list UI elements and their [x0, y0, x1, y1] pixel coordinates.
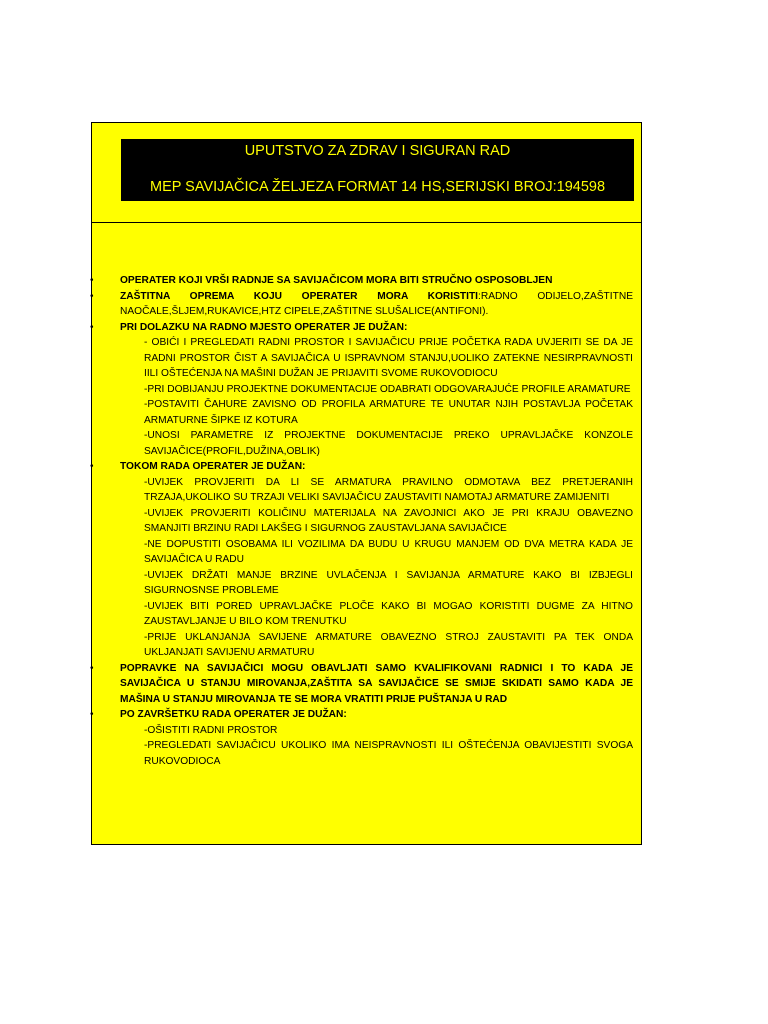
- document-title: UPUTSTVO ZA ZDRAV I SIGURAN RAD: [244, 143, 511, 159]
- document-page: [91, 122, 642, 845]
- section-heading: POPRAVKE NA SAVIJAČICI MOGU OBAVLJATI SAMO KVALIFIKOVANI RADNICI I TO KADA JE SAVIJAČICA U STANJU MIROVANJA,ZAŠTITA SA SAVIJAČICE SE SMIJE SKIDATI SAMO KADA JE MAŠINA U STANJU MIROVANJA TE SE MORA VRATITI PRIJE PUŠTANJA U RAD: [120, 662, 633, 705]
- section-heading: PO ZAVRŠETKU RADA OPERATER JE DUŽAN:: [120, 709, 347, 720]
- list-item: [92, 320, 641, 336]
- list-item: [92, 273, 641, 289]
- list-item: [92, 707, 641, 723]
- list-item: [92, 459, 641, 475]
- sub-item: -NE DOPUSTITI OSOBAMA ILI VOZILIMA DA BUDU U KRUGU MANJEM OD DVA METRA KADA JE SAVIJAČICA U RADU: [144, 538, 633, 565]
- sub-item: -UVIJEK BITI PORED UPRAVLJAČKE PLOČE KAKO BI MOGAO KORISTITI DUGME ZA HITNO ZAUSTAVLJANJE U BILO KOM TRENUTKU: [144, 600, 633, 627]
- sub-item: -PRI DOBIJANJU PROJEKTNE DOKUMENTACIJE ODABRATI ODGOVARAJUĆE PROFILE ARAMATURE: [144, 383, 631, 395]
- section-heading: ZAŠTITNA OPREMA KOJU OPERATER MORA KORISTITI: [120, 290, 479, 302]
- sub-item: -PRIJE UKLANJANJA SAVIJENE ARMATURE OBAVEZNO STROJ ZAUSTAVITI PA TEK ONDA UKLJANJATI SAVIJENU ARMATURU: [144, 631, 633, 658]
- sub-item: -UVIJEK PROVJERITI DA LI SE ARMATURA PRAVILNO ODMOTAVA BEZ PRETJERANIH TRZAJA,UKOLIKO SU TRZAJI VELIKI SAVIJAČICU ZAUSTAVITI NAMOTAJ ARMATURE ZAMIJENITI: [144, 476, 633, 503]
- list-item: [92, 289, 641, 320]
- title-bar: [121, 139, 634, 201]
- section-heading: OPERATER KOJI VRŠI RADNJE SA SAVIJAČICOM MORA BITI STRUČNO OSPOSOBLJEN: [120, 275, 553, 286]
- list-item: [92, 661, 641, 708]
- sub-item: -PREGLEDATI SAVIJAČICU UKOLIKO IMA NEISPRAVNOSTI ILI OŠTEĆENJA OBAVIJESTITI SVOGA RUKOVODIOCA: [144, 740, 633, 767]
- sub-item: -UNOSI PARAMETRE IZ PROJEKTNE DOKUMENTACIJE PREKO UPRAVLJAČKE KONZOLE SAVIJAČICE(PROFIL,DUŽINA,OBLIK): [144, 430, 633, 457]
- instructions-list: [92, 273, 641, 769]
- section-heading: PRI DOLAZKU NA RADNO MJESTO OPERATER JE DUŽAN:: [120, 321, 408, 333]
- sub-item: -OŠISTITI RADNI PROSTOR: [144, 724, 278, 736]
- header-cell: [92, 123, 641, 223]
- sub-item: -UVIJEK PROVJERITI KOLIČINU MATERIJALA NA ZAVOJNICI AKO JE PRI KRAJU OBAVEZNO SMANJITI BRZINU RADI LAKŠEG I SIGURNOG ZAUSTAVLJANA SAVIJAČICE: [144, 507, 633, 534]
- sub-item: -POSTAVITI ČAHURE ZAVISNO OD PROFILA ARMATURE TE UNUTAR NJIH POSTAVLJA POČETAK ARMATURNE ŠIPKE IZ KOTURA: [144, 399, 633, 426]
- section-heading: TOKOM RADA OPERATER JE DUŽAN:: [120, 461, 306, 472]
- sub-item: - OBIĆI I PREGLEDATI RADNI PROSTOR I SAVIJAČICU PRIJE POČETKA RADA UVJERITI SE DA JE RADNI PROSTOR ČIST A SAVIJAČICA U ISPRAVNOM STANJU,UOLIKO ZATEKNE NESIRPRAVNOSTI IILI OŠTEĆENJA NA MAŠINI DUŽAN JE PRIJAVITI SVOME RUKOVODIOCU: [144, 337, 633, 379]
- sub-item: -UVIJEK DRŽATI MANJE BRZINE UVLAČENJA I SAVIJANJA ARMATURE KAKO BI IZBJEGLI SIGURNOSNSE PROBLEME: [144, 569, 633, 596]
- machine-title: MEP SAVIJAČICA ŽELJEZA FORMAT 14 HS,SERIJSKI BROJ:194598: [149, 179, 606, 195]
- section-text: :RADNO ODIJELO,ZAŠTITNE NAOČALE,ŠLJEM,RUKAVICE,HTZ CIPELE,ZAŠTITNE SLUŠALICE(ANTIFONI).: [120, 290, 633, 317]
